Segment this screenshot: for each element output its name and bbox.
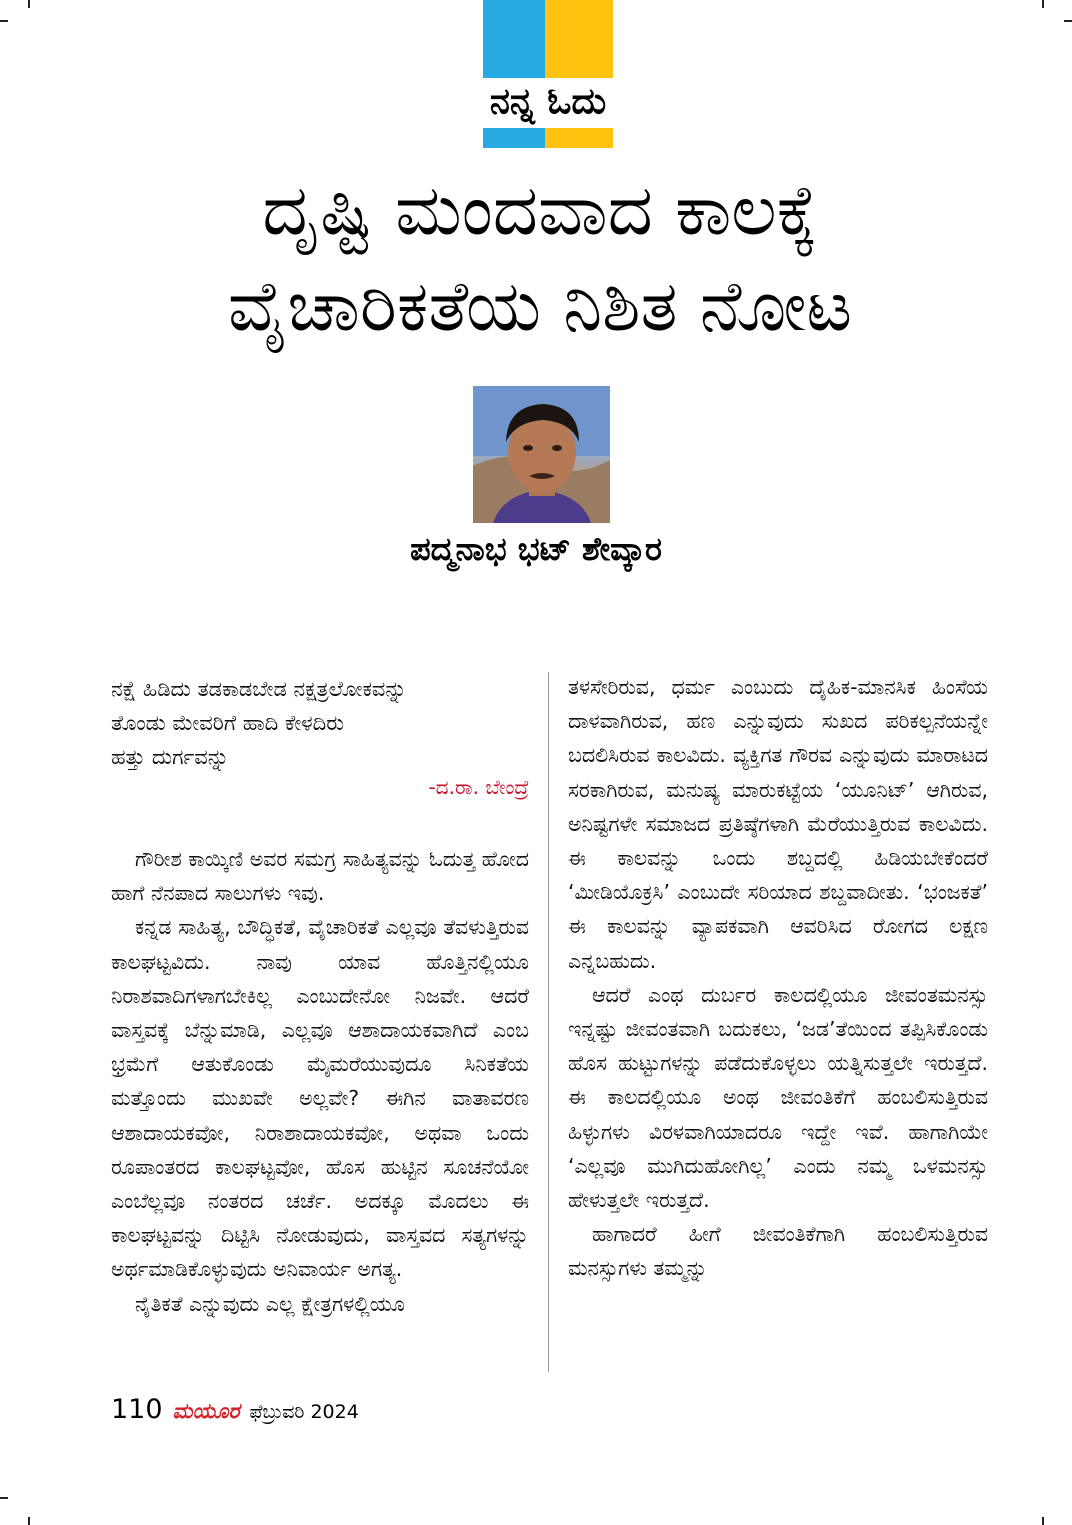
paragraph: ಗೌರೀಶ ಕಾಯ್ಕಿಣಿ ಅವರ ಸಮಗ್ರ ಸಾಹಿತ್ಯವನ್ನು ಓದುತ್ತ ಹೋದ ಹಾಗೆ ನೆನಪಾದ ಸಾಲುಗಳು ಇವು. (111, 847, 529, 906)
page-footer (111, 1392, 359, 1428)
epigraph-poem (111, 672, 531, 774)
logo-block-yellow (545, 0, 613, 78)
crop-mark (1042, 1517, 1044, 1525)
poem-line: ಹತ್ತು ದುರ್ಗವನ್ನು (111, 745, 229, 769)
logo-block-blue (483, 0, 545, 78)
crop-mark (1064, 20, 1072, 22)
section-label: ನನ್ನ ಓದು (489, 81, 607, 122)
page-title (100, 162, 980, 354)
author-photo (473, 386, 610, 523)
title-line-2: ವೈಚಾರಿಕತೆಯ ನಿಶಿತ ನೋಟ (227, 265, 853, 347)
crop-mark (28, 0, 30, 8)
poem-line: ನಕ್ಷೆ ಹಿಡಿದು ತಡಕಾಡಬೇಡ ನಕ್ಷತ್ರಲೋಕವನ್ನು (111, 677, 407, 701)
body-column-left (111, 842, 529, 1321)
crop-mark (28, 1517, 30, 1525)
logo-bar-blue (483, 128, 545, 148)
poem-credit: -ದ.ರಾ. ಬೇಂದ್ರೆ (428, 775, 529, 799)
body-column-right (568, 670, 988, 1286)
magazine-name: ಮಯೂರ (172, 1399, 240, 1423)
author-portrait-image (473, 386, 610, 523)
column-divider (548, 672, 549, 1372)
title-line-1: ದೃಷ್ಟಿ ಮಂದವಾದ ಕಾಲಕ್ಕೆ (262, 169, 818, 251)
paragraph: ನೈತಿಕತೆ ಎನ್ನುವುದು ಎಲ್ಲ ಕ್ಷೇತ್ರಗಳಲ್ಲಿಯೂ (135, 1291, 405, 1316)
paragraph: ಆದರೆ ಎಂಥ ದುರ್ಬರ ಕಾಲದಲ್ಲಿಯೂ ಜೀವಂತಮನಸ್ಸು ಇನ್ನಷ್ಟು ಜೀವಂತವಾಗಿ ಬದುಕಲು, ‘ಜಡ’ತೆಯಿಂದ ತಪ್ಪಿಸಿಕೊಂಡು ಹೊಸ ಹುಟ್ಟುಗಳನ್ನು ಪಡೆದುಕೊಳ್ಳಲು ಯತ್ನಿಸುತ್ತಲೇ ಇರುತ್ತದೆ. ಈ ಕಾಲದಲ್ಲಿಯೂ ಅಂಥ ಜೀವಂತಿಕೆಗೆ ಹಂಬಲಿಸುತ್ತಿರುವ ಹಿಳ್ಳುಗಳು ವಿರಳವಾಗಿಯಾದರೂ ಇದ್ದೇ ಇವೆ. ಹಾಗಾಗಿಯೇ ‘ಎಲ್ಲವೂ ಮುಗಿದುಹೋಗಿಲ್ಲ’ ಎಂದು ನಮ್ಮ ಒಳಮನಸ್ಸು ಹೇಳುತ್ತಲೇ ಇರುತ್ತದೆ. (568, 982, 988, 1213)
crop-mark (0, 20, 8, 22)
author-name: ಪದ್ಮನಾಭ ಭಟ್ ಶೇವ್ಕಾರ (410, 530, 662, 568)
issue-date: ಫೆಬ್ರುವರಿ 2024 (249, 1401, 359, 1423)
paragraph: ಹಾಗಾದರೆ ಹೀಗೆ ಜೀವಂತಿಕೆಗಾಗಿ ಹಂಬಲಿಸುತ್ತಿರುವ ಮನಸ್ಸುಗಳು ತಮ್ಮನ್ನು (568, 1222, 988, 1281)
page-number: 110 (111, 1394, 163, 1425)
logo-bar-yellow (545, 128, 613, 148)
paragraph: ಕನ್ನಡ ಸಾಹಿತ್ಯ, ಬೌದ್ಧಿಕತೆ, ವೈಚಾರಿಕತೆ ಎಲ್ಲವೂ ತೆವಳುತ್ತಿರುವ ಕಾಲಘಟ್ಟವಿದು. ನಾವು ಯಾವ ಹೊತ್ತಿನಲ್ಲಿಯೂ ನಿರಾಶವಾದಿಗಳಾಗಬೇಕಿಲ್ಲ ಎಂಬುದೇನೋ ನಿಜವೇ. ಆದರೆ ವಾಸ್ತವಕ್ಕೆ ಬೆನ್ನುಮಾಡಿ, ಎಲ್ಲವೂ ಆಶಾದಾಯಕವಾಗಿದೆ ಎಂಬ ಭ್ರಮೆಗೆ ಆತುಕೊಂಡು ಮೈಮರೆಯುವುದೂ ಸಿನಿಕತೆಯ ಮತ್ತೊಂದು ಮುಖವೇ ಅಲ್ಲವೇ? ಈಗಿನ ವಾತಾವರಣ ಆಶಾದಾಯಕವೋ, ನಿರಾಶಾದಾಯಕವೋ, ಅಥವಾ ಒಂದು ರೂಪಾಂತರದ ಕಾಲಘಟ್ಟವೋ, ಹೊಸ ಹುಟ್ಟಿನ ಸೂಚನೆಯೋ ಎಂಬೆಲ್ಲವೂ ನಂತರದ ಚರ್ಚೆ. ಅದಕ್ಕೂ ಮೊದಲು ಈ ಕಾಲಘಟ್ಟವನ್ನು ದಿಟ್ಟಿಸಿ ನೋಡುವುದು, ವಾಸ್ತವದ ಸತ್ಯಗಳನ್ನು ಅರ್ಥಮಾಡಿಕೊಳ್ಳುವುದು ಅನಿವಾರ್ಯ ಅಗತ್ಯ. (111, 915, 529, 1282)
poem-line: ತೊಂಡು ಮೇವರಿಗೆ ಹಾದಿ ಕೇಳದಿರು (111, 711, 345, 735)
paragraph: ತಳಸೇರಿರುವ, ಧರ್ಮ ಎಂಬುದು ದೈಹಿಕ-ಮಾನಸಿಕ ಹಿಂಸೆಯ ದಾಳವಾಗಿರುವ, ಹಣ ಎನ್ನುವುದು ಸುಖದ ಪರಿಕಲ್ಪನೆಯನ್ನೇ ಬದಲಿಸಿರುವ ಕಾಲವಿದು. ವ್ಯಕ್ತಿಗತ ಗೌರವ ಎನ್ನುವುದು ಮಾರಾಟದ ಸರಕಾಗಿರುವ, ಮನುಷ್ಯ ಮಾರುಕಟ್ಟೆಯ ‘ಯೂನಿಟ್’ ಆಗಿರುವ, ಅನಿಷ್ಟಗಳೇ ಸಮಾಜದ ಪ್ರತಿಷ್ಠೆಗಳಾಗಿ ಮೆರೆಯುತ್ತಿರುವ ಕಾಲವಿದು. ಈ ಕಾಲವನ್ನು ಒಂದು ಶಬ್ದದಲ್ಲಿ ಹಿಡಿಯಬೇಕೆಂದರೆ ‘ಮೀಡಿಯೊಕ್ರಸಿ’ ಎಂಬುದೇ ಸರಿಯಾದ ಶಬ್ದವಾದೀತು. ‘ಭಂಜಕತೆ’ ಈ ಕಾಲವನ್ನು ವ್ಯಾಪಕವಾಗಿ ಆವರಿಸಿದ ರೋಗದ ಲಕ್ಷಣ ಎನ್ನಬಹುದು. (568, 675, 988, 973)
crop-mark (1042, 0, 1044, 8)
section-logo (483, 0, 613, 148)
crop-mark (0, 1497, 8, 1499)
